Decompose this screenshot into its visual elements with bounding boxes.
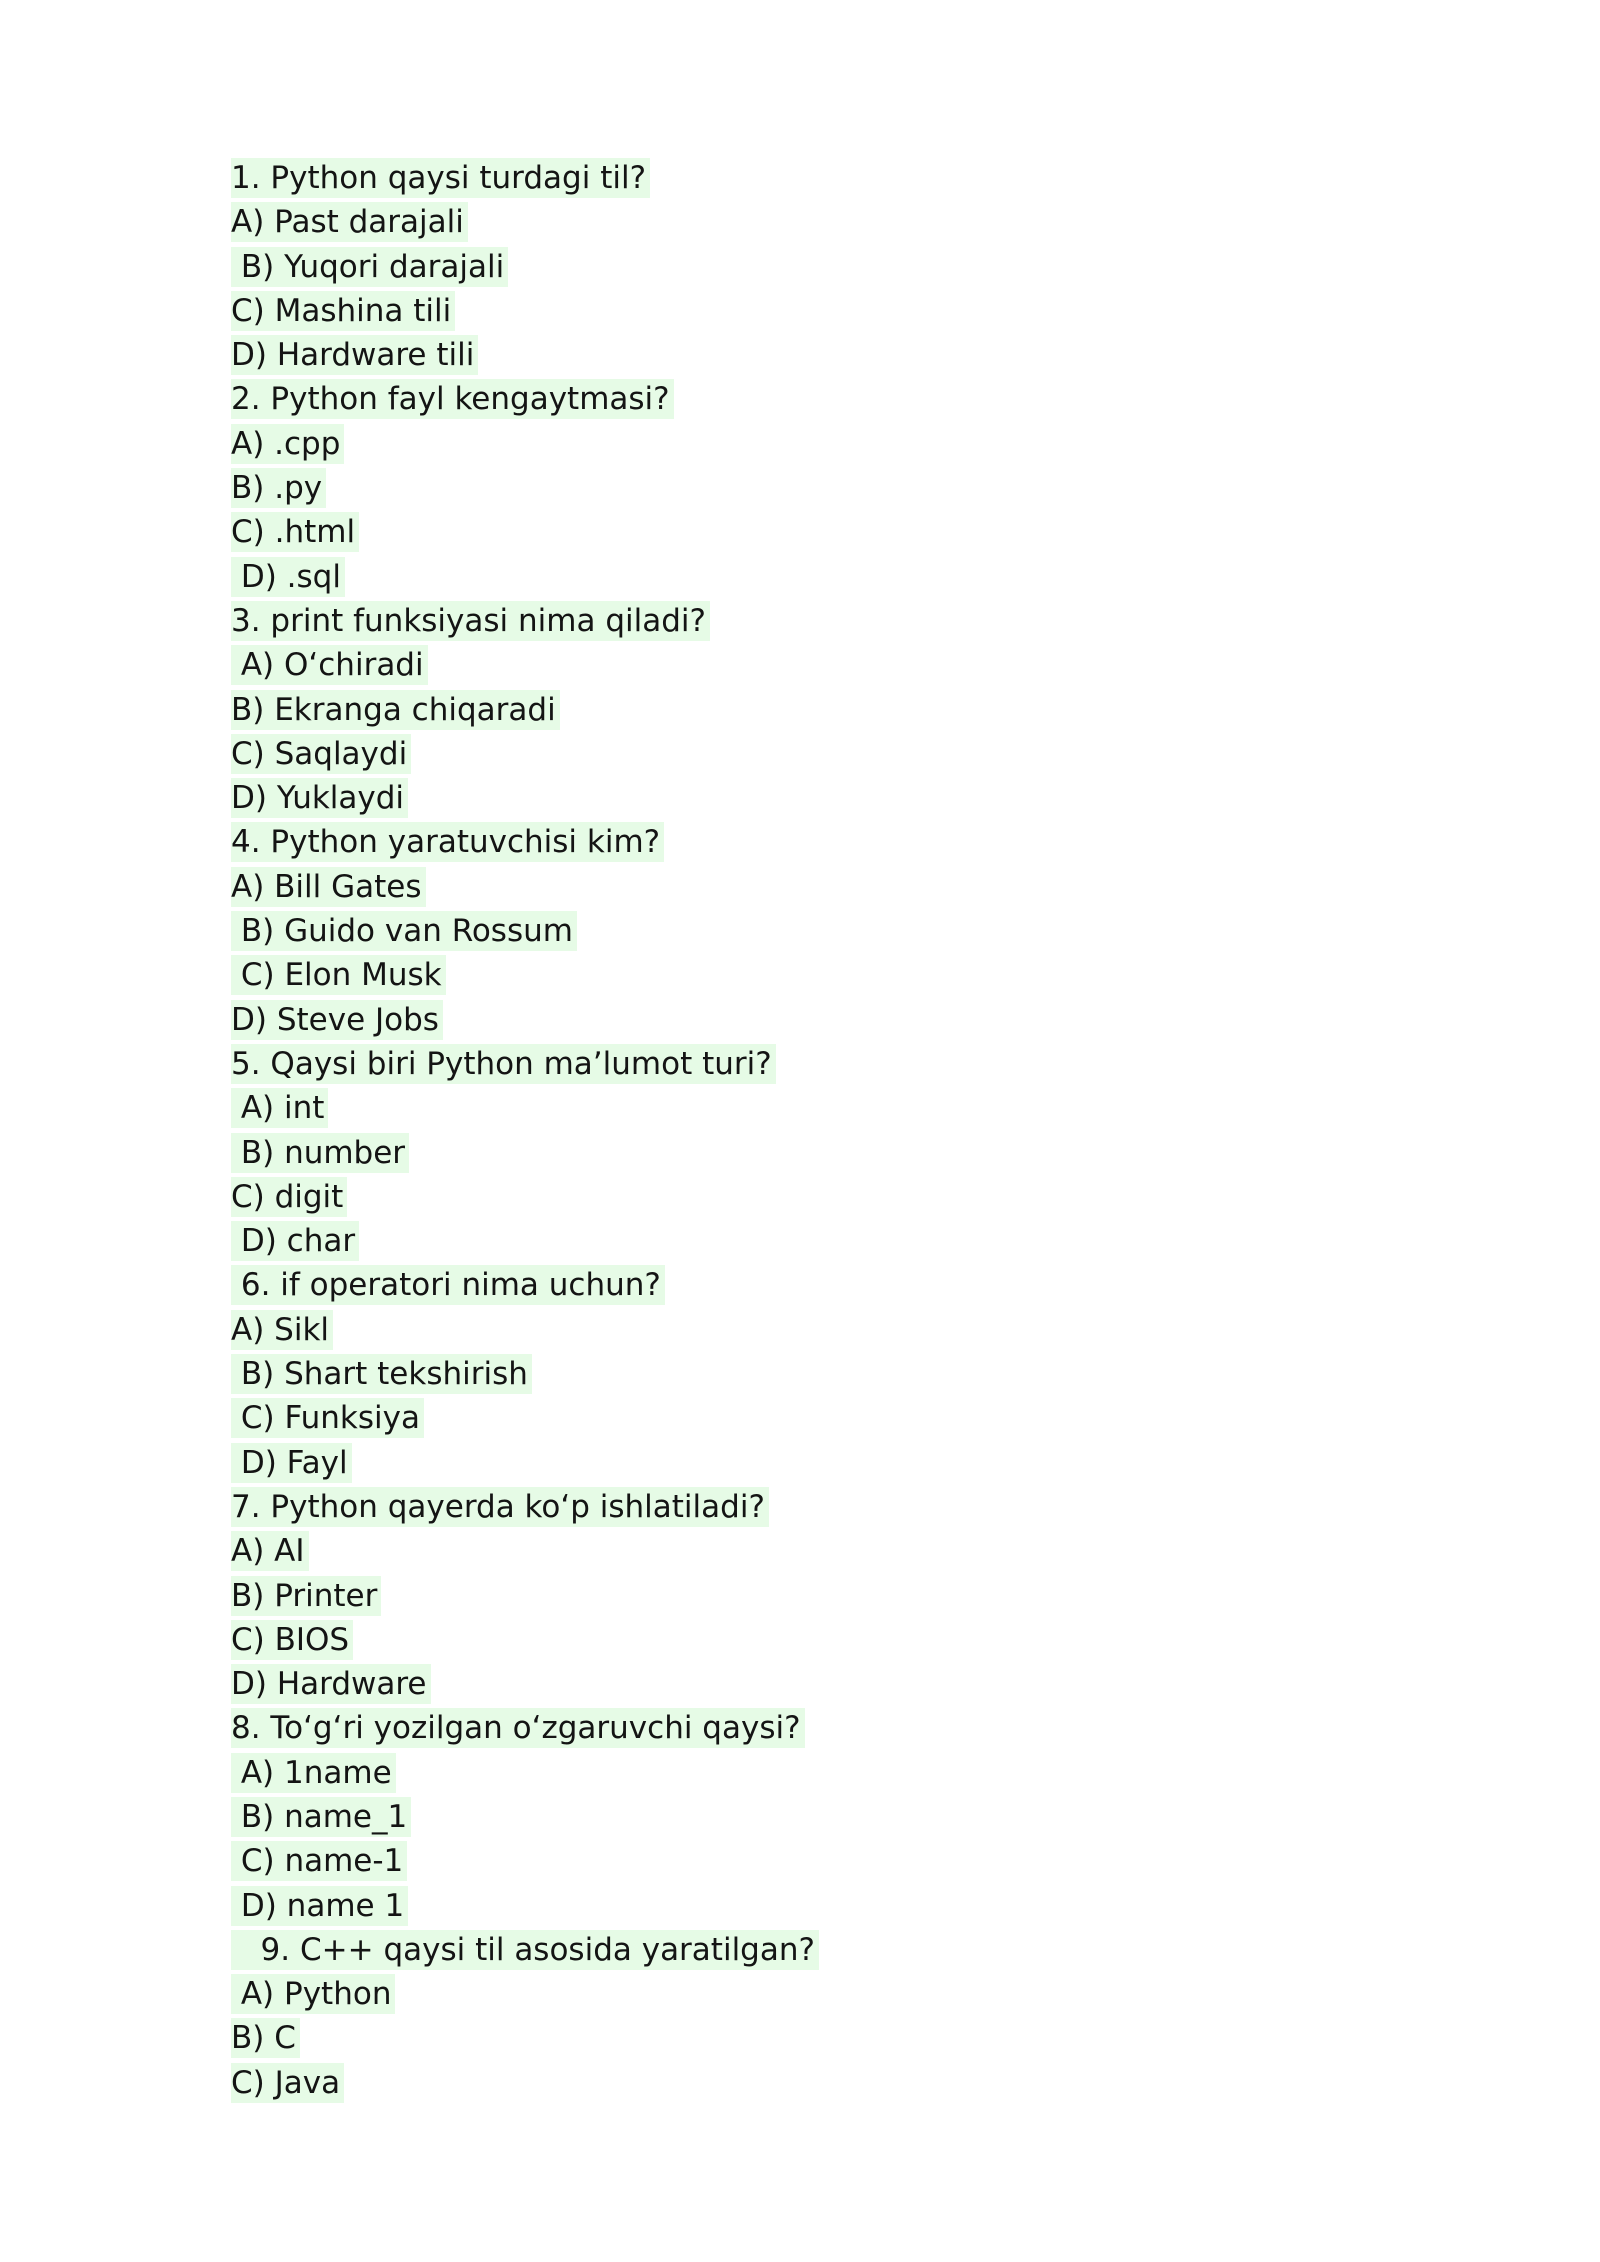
text-line: 1. Python qaysi turdagi til? (231, 158, 650, 198)
text-line: 8. To‘g‘ri yozilgan o‘zgaruvchi qaysi? (231, 1708, 805, 1748)
answer-line (231, 1396, 819, 1440)
answer-line (231, 466, 819, 510)
text-line: C) Elon Musk (231, 955, 446, 995)
question-line (231, 820, 819, 864)
text-line: D) Steve Jobs (231, 1000, 443, 1040)
answer-line (231, 1618, 819, 1662)
answer-line (231, 909, 819, 953)
text-line: D) Yuklaydi (231, 778, 408, 818)
answer-line (231, 2016, 819, 2060)
answer-line (231, 245, 819, 289)
text-line: A) int (231, 1088, 328, 1128)
question-line (231, 377, 819, 421)
text-line: B) Yuqori darajali (231, 247, 508, 287)
text-line: C) Saqlaydi (231, 734, 411, 774)
text-line: A) Bill Gates (231, 867, 426, 907)
answer-line (231, 1751, 819, 1795)
answer-line (231, 422, 819, 466)
text-line: B) Ekranga chiqaradi (231, 690, 560, 730)
text-line: D) Hardware (231, 1664, 431, 1704)
text-line: 9. C++ qaysi til asosida yaratilgan? (231, 1930, 819, 1970)
text-line: C) Funksiya (231, 1398, 424, 1438)
text-line: 3. print funksiyasi nima qiladi? (231, 601, 710, 641)
text-line: B) name_1 (231, 1797, 411, 1837)
question-line (231, 1706, 819, 1750)
text-line: A) O‘chiradi (231, 645, 428, 685)
answer-line (231, 1972, 819, 2016)
question-line (231, 599, 819, 643)
text-line: D) name 1 (231, 1886, 408, 1926)
text-line: B) number (231, 1133, 409, 1173)
answer-line (231, 333, 819, 377)
answer-line (231, 953, 819, 997)
text-line: A) 1name (231, 1753, 396, 1793)
text-line: B) .py (231, 468, 326, 508)
answer-line (231, 865, 819, 909)
question-line (231, 1928, 819, 1972)
answer-line (231, 1352, 819, 1396)
text-line: A) Past darajali (231, 202, 468, 242)
question-line (231, 1042, 819, 1086)
text-line: 2. Python fayl kengaytmasi? (231, 379, 674, 419)
answer-line (231, 1175, 819, 1219)
answer-line (231, 1308, 819, 1352)
answer-line (231, 1529, 819, 1573)
text-line: 4. Python yaratuvchisi kim? (231, 822, 664, 862)
text-line: D) .sql (231, 557, 345, 597)
answer-line (231, 1574, 819, 1618)
text-line: B) Printer (231, 1576, 381, 1616)
answer-line (231, 289, 819, 333)
answer-line (231, 2061, 819, 2105)
text-line: D) Hardware tili (231, 335, 478, 375)
answer-line (231, 1441, 819, 1485)
text-line: A) Sikl (231, 1310, 333, 1350)
answer-line (231, 732, 819, 776)
question-line (231, 1485, 819, 1529)
answer-line (231, 1662, 819, 1706)
text-line: C) name-1 (231, 1841, 407, 1881)
text-line: C) Mashina tili (231, 291, 455, 331)
answer-line (231, 643, 819, 687)
text-line: C) Java (231, 2063, 344, 2103)
quiz-text (231, 156, 819, 2105)
answer-line (231, 555, 819, 599)
answer-line (231, 1795, 819, 1839)
text-line: 7. Python qayerda ko‘p ishlatiladi? (231, 1487, 769, 1527)
text-line: C) BIOS (231, 1620, 353, 1660)
text-line: 6. if operatori nima uchun? (231, 1265, 665, 1305)
text-line: C) digit (231, 1177, 347, 1217)
answer-line (231, 688, 819, 732)
text-line: D) char (231, 1221, 359, 1261)
text-line: B) Shart tekshirish (231, 1354, 532, 1394)
text-line: 5. Qaysi biri Python ma’lumot turi? (231, 1044, 776, 1084)
answer-line (231, 998, 819, 1042)
text-line: C) .html (231, 512, 359, 552)
answer-line (231, 1839, 819, 1883)
question-line (231, 1263, 819, 1307)
question-line (231, 156, 819, 200)
text-line: B) C (231, 2018, 300, 2058)
answer-line (231, 510, 819, 554)
answer-line (231, 1219, 819, 1263)
answer-line (231, 1086, 819, 1130)
answer-line (231, 776, 819, 820)
text-line: A) Python (231, 1974, 395, 2014)
text-line: A) .cpp (231, 424, 344, 464)
text-line: A) AI (231, 1531, 309, 1571)
answer-line (231, 1131, 819, 1175)
text-line: D) Fayl (231, 1443, 352, 1483)
answer-line (231, 1884, 819, 1928)
text-line: B) Guido van Rossum (231, 911, 577, 951)
answer-line (231, 200, 819, 244)
